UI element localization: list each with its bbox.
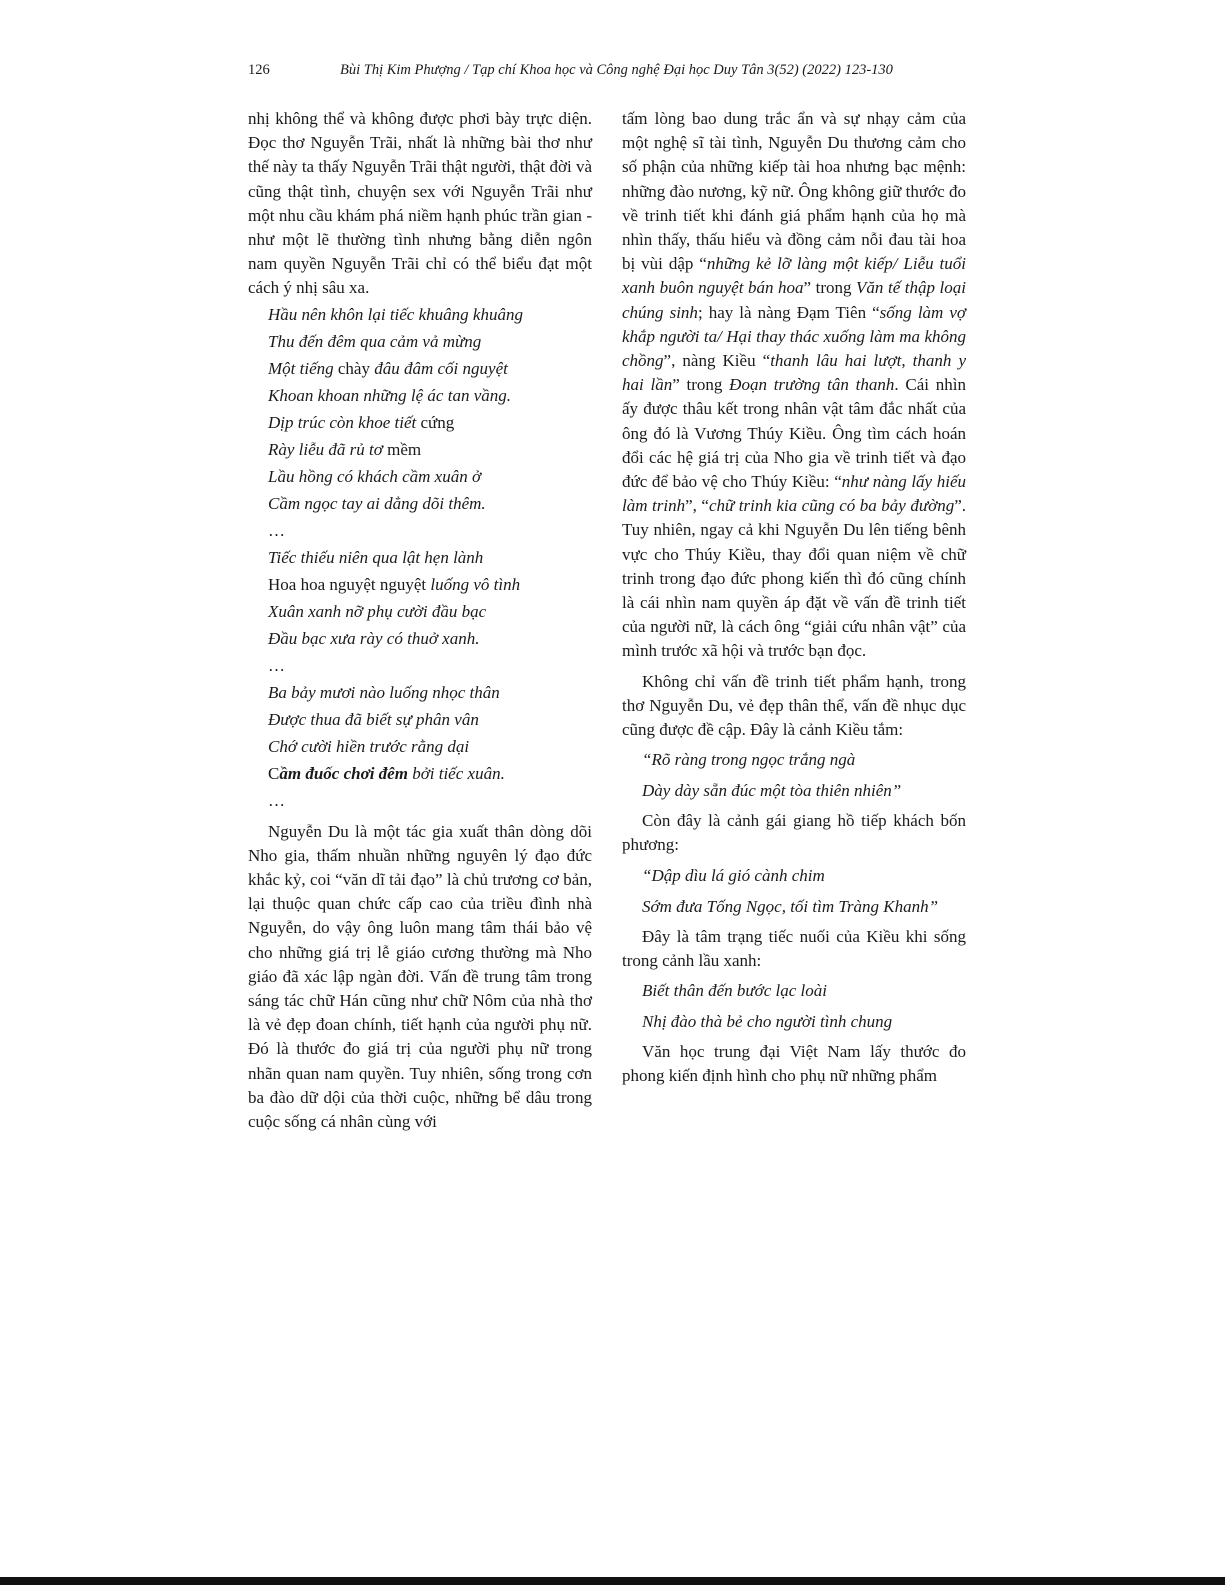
page-number: 126 [248, 62, 270, 78]
paragraph-nguyen-trai: nhị không thể và không được phơi bày trực diện. Đọc thơ Nguyễn Trãi, nhất là những bài thơ như thế này ta thấy Nguyễn Trãi thật người, thật đời và cũng thật tình, chuyện sex với Nguyễn Trãi như một nhu cầu khám phá niềm hạnh phúc trần gian - như một lẽ thường tình nhưng bằng diễn ngôn nam quyền Nguyễn Trãi chỉ có thể biểu đạt một cách ý nhị sâu xa. [248, 109, 593, 298]
paragraph-literature: Văn học trung đại Việt Nam lấy thước đo phong kiến định hình cho phụ nữ những phẩm [622, 1042, 966, 1086]
poem-line: Khoan khoan những lệ ác tan vầng. [268, 385, 511, 405]
poem-line: Hoa hoa nguyệt nguyệt luống vô tình [268, 574, 521, 594]
ellipsis: … [268, 520, 285, 540]
running-title: Bùi Thị Kim Phượng / Tạp chí Khoa học và Công nghệ Đại học Duy Tân 3(52) (2022) 123-130 [340, 62, 893, 78]
ellipsis: … [268, 790, 285, 810]
poem-line: Rày liễu đã rủ tơ mềm [268, 439, 422, 459]
quote-line: “Dập dìu lá gió cành chim [642, 865, 825, 885]
poem-line: Ba bảy mươi nào luống nhọc thân [268, 682, 500, 702]
poem-line: Thu đến đêm qua cảm vả mừng [268, 331, 482, 351]
paragraph-kieu: tấm lòng bao dung trắc ẩn và sự nhạy cảm của một nghệ sĩ tài tình, Nguyễn Du thương cảm cho số phận của những kiếp tài hoa nhưng bạc mệnh: những đào nương, kỹ nữ. Ông không giữ thước đo về trinh tiết khi đánh giá phẩm hạnh của họ mà nhìn thấy, thấu hiểu và đồng cảm nỗi đau tài hoa bị vùi dập “những kẻ lỡ làng một kiếp/ Liễu tuổi xanh buôn nguyệt bán hoa” trong Văn tế thập loại chúng sinh; hay là nàng Đạm Tiên “sống làm vợ khắp người ta/ Hại thay thác xuống làm ma không chồng”, nàng Kiều “thanh lâu hai lượt, thanh y hai lần” trong Đoạn trường tân thanh. Cái nhìn ấy được thâu kết trong nhân vật tâm đắc nhất của ông đó là Vương Thúy Kiều. Ông tìm cách hoán đổi các hệ giá trị của Nho gia về trinh tiết và đạo đức để bảo vệ cho Thúy Kiều: “như nàng lấy hiếu làm trinh”, “chữ trinh kia cũng có ba bảy đường”. Tuy nhiên, ngay cả khi Nguyễn Du lên tiếng bênh vực cho Thúy Kiều, thay đổi quan niệm về chữ trinh trong đạo đức phong kiến thì đó cũng chính là cái nhìn nam quyền áp đặt về vấn đề trinh tiết của người nữ, là cách ông “giải cứu nhân vật” của mình trước xã hội và trước bạn đọc. [622, 109, 967, 661]
poem-line: Một tiếng chày đâu đâm cối nguyệt [268, 358, 508, 378]
poem-line: Cầm đuốc chơi đêm bởi tiếc xuân. [268, 763, 505, 783]
poem-line: Hầu nên khôn lại tiếc khuâng khuâng [268, 304, 523, 324]
poem-nguyen-trai [248, 301, 592, 814]
paragraph-nguyen-du: Nguyễn Du là một tác gia xuất thân dòng dõi Nho gia, thấm nhuần những nguyên lý đạo đức khắc kỷ, coi “văn dĩ tải đạo” là chủ trương cơ bản, lại thuộc quan chức cấp cao của triều đình nhà Nguyễn, do vậy ông luôn mang tâm thái bảo vệ cho những giá trị lễ giáo cương thường mà Nho giáo đã xác lập ngàn đời. Vấn đề trung tâm trong sáng tác chữ Hán cũng như chữ Nôm của nhà thơ là vẻ đẹp đoan chính, tiết hạnh của người phụ nữ. Đó là thước đo giá trị của người phụ nữ trong nhãn quan nam quyền. Tuy nhiên, sống trong cơn ba đào dữ dội của thời cuộc, những bể dâu trong cuộc sống cá nhân cùng với [248, 821, 592, 1132]
ellipsis: … [268, 655, 285, 675]
page-bottom-edge [0, 1577, 1225, 1585]
quote-line: Biết thân đến bước lạc loài [642, 981, 827, 1001]
quote-line: Dày dày sẵn đúc một tòa thiên nhiên” [642, 781, 902, 801]
paragraph-body-beauty: Không chỉ vấn đề trinh tiết phẩm hạnh, trong thơ Nguyễn Du, vẻ đẹp thân thể, vấn đề nhục dục cũng được đề cập. Đây là cảnh Kiều tắm: [622, 671, 966, 740]
paragraph-courtesan: Còn đây là cảnh gái giang hồ tiếp khách bốn phương: [622, 811, 966, 855]
poem-line: Chớ cười hiền trước rằng dại [268, 736, 470, 756]
poem-line: Xuân xanh nỡ phụ cười đầu bạc [268, 601, 487, 621]
poem-line: Tiếc thiếu niên qua lật hẹn lành [268, 547, 484, 567]
poem-line: Dịp trúc còn khoe tiết cứng [268, 412, 455, 432]
right-column [622, 107, 966, 1089]
poem-line: Lầu hồng có khách cầm xuân ở [268, 466, 482, 486]
poem-line: Đầu bạc xưa rày có thuở xanh. [268, 628, 480, 648]
quote-line: Nhị đào thà bẻ cho người tình chung [642, 1012, 893, 1032]
quote-line: Sớm đưa Tống Ngọc, tối tìm Tràng Khanh” [642, 896, 939, 916]
poem-line: Cầm ngọc tay ai dẳng dõi thêm. [268, 493, 486, 513]
quote-line: “Rõ ràng trong ngọc trắng ngà [642, 750, 856, 770]
left-column [248, 107, 592, 1134]
paragraph-regret: Đây là tâm trạng tiếc nuối của Kiều khi sống trong cảnh lầu xanh: [622, 926, 966, 970]
poem-line: Được thua đã biết sự phân vân [268, 709, 479, 729]
running-header [0, 60, 1225, 84]
